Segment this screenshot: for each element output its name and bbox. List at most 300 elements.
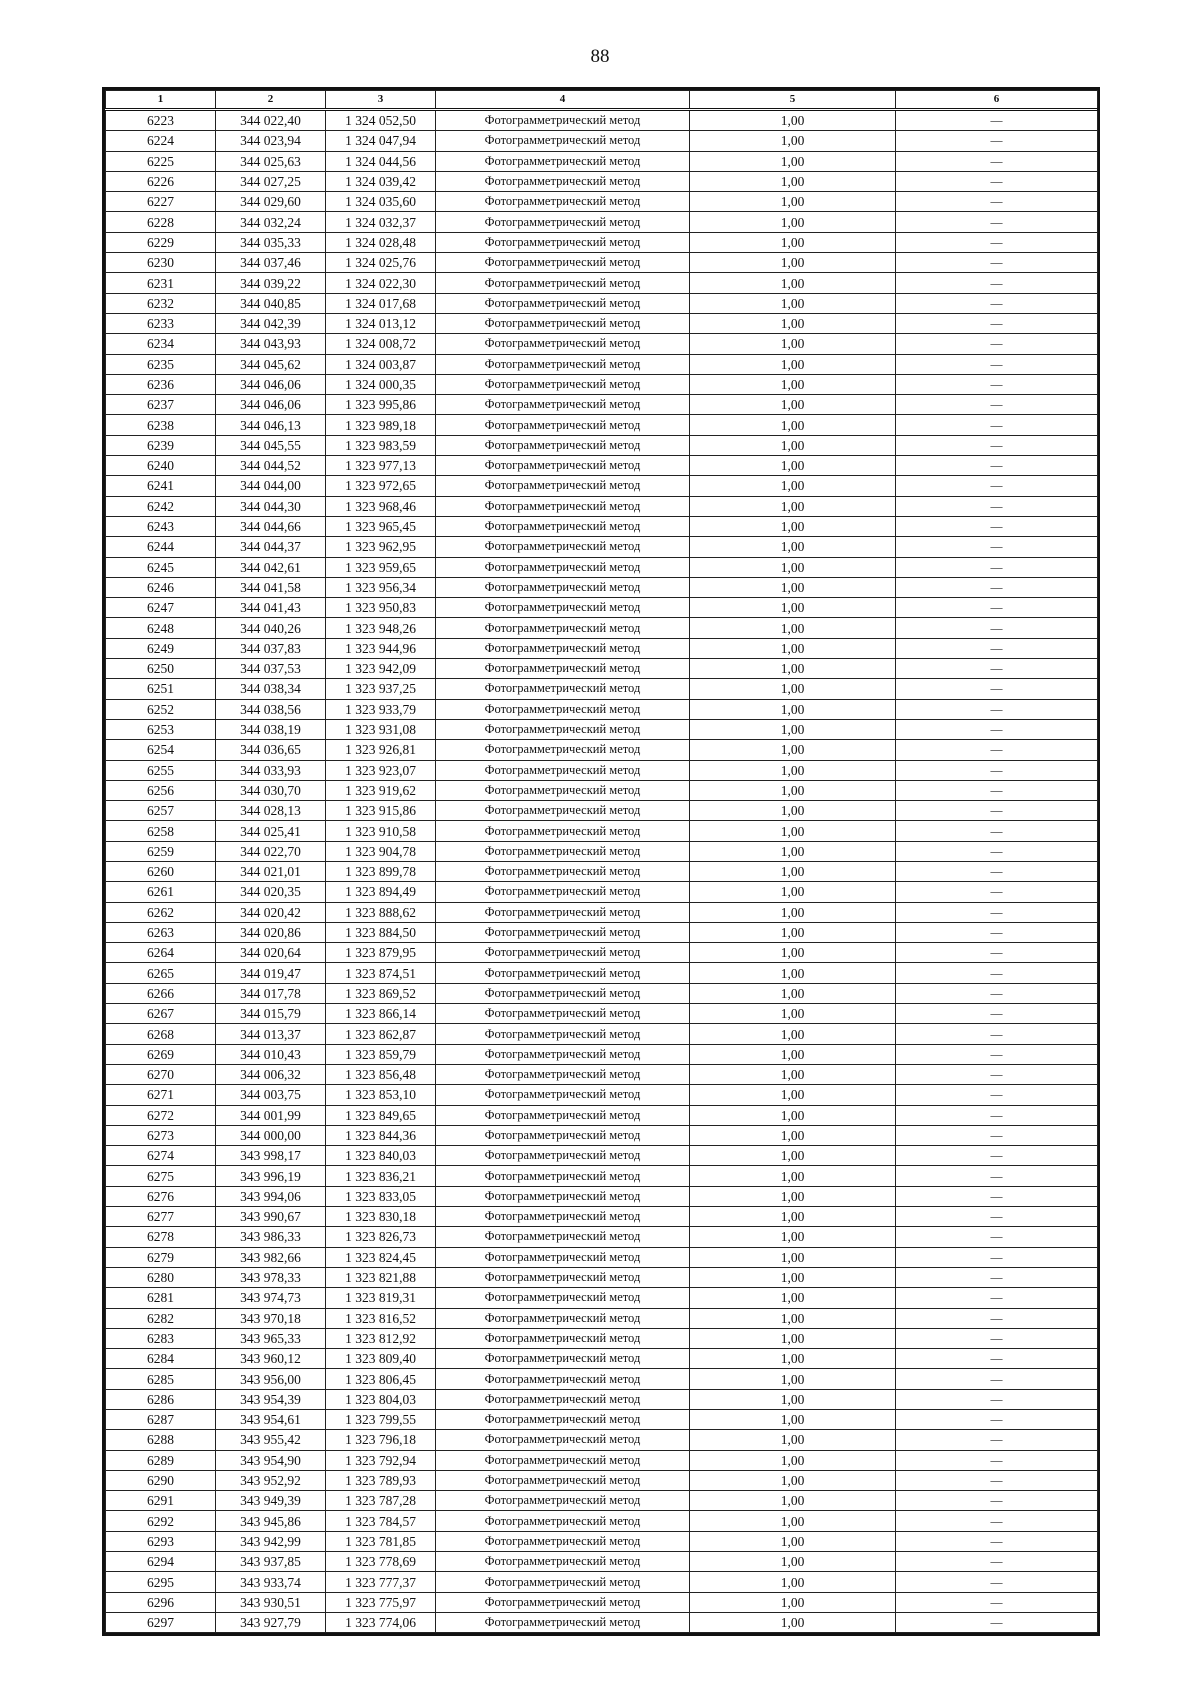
accuracy-cell: 1,00: [690, 253, 896, 273]
point-number-cell: 6275: [106, 1166, 216, 1186]
point-number-cell: 6267: [106, 1004, 216, 1024]
method-cell: Фотограмметрический метод: [436, 1227, 690, 1247]
point-number-cell: 6287: [106, 1410, 216, 1430]
accuracy-cell: 1,00: [690, 1450, 896, 1470]
method-cell: Фотограмметрический метод: [436, 1470, 690, 1490]
note-cell: —: [896, 273, 1098, 293]
method-cell: Фотограмметрический метод: [436, 354, 690, 374]
method-cell: Фотограмметрический метод: [436, 435, 690, 455]
table-row: [106, 841, 1098, 861]
note-cell: —: [896, 1024, 1098, 1044]
table-row: [106, 1267, 1098, 1287]
point-number-cell: 6293: [106, 1531, 216, 1551]
table-row: [106, 1572, 1098, 1592]
header-row: [106, 91, 1098, 110]
note-cell: —: [896, 1146, 1098, 1166]
y-coordinate-cell: 1 323 919,62: [326, 780, 436, 800]
table-row: [106, 740, 1098, 760]
table-row: [106, 1612, 1098, 1632]
table-row: [106, 1511, 1098, 1531]
method-cell: Фотограмметрический метод: [436, 212, 690, 232]
method-cell: Фотограмметрический метод: [436, 679, 690, 699]
accuracy-cell: 1,00: [690, 1349, 896, 1369]
table-row: [106, 1349, 1098, 1369]
table-row: [106, 963, 1098, 983]
y-coordinate-cell: 1 323 816,52: [326, 1308, 436, 1328]
method-cell: Фотограмметрический метод: [436, 740, 690, 760]
note-cell: —: [896, 963, 1098, 983]
x-coordinate-cell: 343 937,85: [216, 1552, 326, 1572]
y-coordinate-cell: 1 323 888,62: [326, 902, 436, 922]
table-row: [106, 557, 1098, 577]
table-row: [106, 821, 1098, 841]
method-cell: Фотограмметрический метод: [436, 1308, 690, 1328]
note-cell: —: [896, 1450, 1098, 1470]
note-cell: —: [896, 638, 1098, 658]
note-cell: —: [896, 801, 1098, 821]
y-coordinate-cell: 1 323 923,07: [326, 760, 436, 780]
table-row: [106, 1024, 1098, 1044]
note-cell: —: [896, 983, 1098, 1003]
note-cell: —: [896, 780, 1098, 800]
accuracy-cell: 1,00: [690, 1470, 896, 1490]
note-cell: —: [896, 1511, 1098, 1531]
table-row: [106, 476, 1098, 496]
table-row: [106, 293, 1098, 313]
note-cell: —: [896, 1531, 1098, 1551]
note-cell: —: [896, 1430, 1098, 1450]
x-coordinate-cell: 344 032,24: [216, 212, 326, 232]
y-coordinate-cell: 1 324 008,72: [326, 334, 436, 354]
method-cell: Фотограмметрический метод: [436, 922, 690, 942]
accuracy-cell: 1,00: [690, 1247, 896, 1267]
table-row: [106, 1247, 1098, 1267]
point-number-cell: 6232: [106, 293, 216, 313]
point-number-cell: 6292: [106, 1511, 216, 1531]
x-coordinate-cell: 344 044,66: [216, 516, 326, 536]
table-row: [106, 1410, 1098, 1430]
y-coordinate-cell: 1 323 819,31: [326, 1288, 436, 1308]
x-coordinate-cell: 343 965,33: [216, 1328, 326, 1348]
method-cell: Фотограмметрический метод: [436, 171, 690, 191]
y-coordinate-cell: 1 323 899,78: [326, 861, 436, 881]
note-cell: —: [896, 131, 1098, 151]
x-coordinate-cell: 343 955,42: [216, 1430, 326, 1450]
accuracy-cell: 1,00: [690, 192, 896, 212]
table-row: [106, 983, 1098, 1003]
x-coordinate-cell: 343 954,61: [216, 1410, 326, 1430]
accuracy-cell: 1,00: [690, 1389, 896, 1409]
y-coordinate-cell: 1 323 983,59: [326, 435, 436, 455]
x-coordinate-cell: 344 029,60: [216, 192, 326, 212]
point-number-cell: 6223: [106, 110, 216, 131]
point-number-cell: 6258: [106, 821, 216, 841]
x-coordinate-cell: 344 039,22: [216, 273, 326, 293]
point-number-cell: 6278: [106, 1227, 216, 1247]
method-cell: Фотограмметрический метод: [436, 1288, 690, 1308]
point-number-cell: 6250: [106, 659, 216, 679]
x-coordinate-cell: 343 930,51: [216, 1592, 326, 1612]
note-cell: —: [896, 1410, 1098, 1430]
y-coordinate-cell: 1 323 812,92: [326, 1328, 436, 1348]
accuracy-cell: 1,00: [690, 618, 896, 638]
accuracy-cell: 1,00: [690, 719, 896, 739]
y-coordinate-cell: 1 323 809,40: [326, 1349, 436, 1369]
y-coordinate-cell: 1 323 879,95: [326, 943, 436, 963]
note-cell: —: [896, 192, 1098, 212]
table-row: [106, 334, 1098, 354]
method-cell: Фотограмметрический метод: [436, 1430, 690, 1450]
y-coordinate-cell: 1 323 787,28: [326, 1491, 436, 1511]
y-coordinate-cell: 1 323 965,45: [326, 516, 436, 536]
accuracy-cell: 1,00: [690, 374, 896, 394]
accuracy-cell: 1,00: [690, 1064, 896, 1084]
point-number-cell: 6238: [106, 415, 216, 435]
x-coordinate-cell: 343 933,74: [216, 1572, 326, 1592]
x-coordinate-cell: 343 942,99: [216, 1531, 326, 1551]
method-cell: Фотограмметрический метод: [436, 902, 690, 922]
note-cell: —: [896, 1491, 1098, 1511]
table-row: [106, 496, 1098, 516]
point-number-cell: 6288: [106, 1430, 216, 1450]
note-cell: —: [896, 1389, 1098, 1409]
method-cell: Фотограмметрический метод: [436, 131, 690, 151]
accuracy-cell: 1,00: [690, 1085, 896, 1105]
method-cell: Фотограмметрический метод: [436, 1105, 690, 1125]
x-coordinate-cell: 343 978,33: [216, 1267, 326, 1287]
method-cell: Фотограмметрический метод: [436, 1369, 690, 1389]
point-number-cell: 6286: [106, 1389, 216, 1409]
note-cell: —: [896, 719, 1098, 739]
x-coordinate-cell: 343 982,66: [216, 1247, 326, 1267]
table-row: [106, 1531, 1098, 1551]
y-coordinate-cell: 1 324 032,37: [326, 212, 436, 232]
x-coordinate-cell: 343 927,79: [216, 1612, 326, 1632]
note-cell: —: [896, 1328, 1098, 1348]
point-number-cell: 6279: [106, 1247, 216, 1267]
note-cell: —: [896, 151, 1098, 171]
method-cell: Фотограмметрический метод: [436, 1572, 690, 1592]
method-cell: Фотограмметрический метод: [436, 1389, 690, 1409]
coordinates-table: [105, 90, 1098, 1633]
point-number-cell: 6253: [106, 719, 216, 739]
x-coordinate-cell: 344 020,35: [216, 882, 326, 902]
note-cell: —: [896, 821, 1098, 841]
table-row: [106, 679, 1098, 699]
table-row: [106, 253, 1098, 273]
table-header: [106, 91, 1098, 110]
table-row: [106, 1308, 1098, 1328]
y-coordinate-cell: 1 323 995,86: [326, 395, 436, 415]
point-number-cell: 6273: [106, 1125, 216, 1145]
note-cell: —: [896, 1064, 1098, 1084]
table-row: [106, 1430, 1098, 1450]
method-cell: Фотограмметрический метод: [436, 983, 690, 1003]
y-coordinate-cell: 1 323 910,58: [326, 821, 436, 841]
method-cell: Фотограмметрический метод: [436, 192, 690, 212]
table-body: [106, 110, 1098, 1633]
note-cell: —: [896, 476, 1098, 496]
table-row: [106, 801, 1098, 821]
accuracy-cell: 1,00: [690, 1227, 896, 1247]
point-number-cell: 6231: [106, 273, 216, 293]
x-coordinate-cell: 344 006,32: [216, 1064, 326, 1084]
table-row: [106, 1207, 1098, 1227]
x-coordinate-cell: 344 000,00: [216, 1125, 326, 1145]
point-number-cell: 6281: [106, 1288, 216, 1308]
point-number-cell: 6266: [106, 983, 216, 1003]
x-coordinate-cell: 344 045,55: [216, 435, 326, 455]
y-coordinate-cell: 1 323 989,18: [326, 415, 436, 435]
method-cell: Фотограмметрический метод: [436, 1044, 690, 1064]
method-cell: Фотограмметрический метод: [436, 1328, 690, 1348]
point-number-cell: 6249: [106, 638, 216, 658]
method-cell: Фотограмметрический метод: [436, 1612, 690, 1632]
y-coordinate-cell: 1 323 781,85: [326, 1531, 436, 1551]
accuracy-cell: 1,00: [690, 740, 896, 760]
y-coordinate-cell: 1 324 052,50: [326, 110, 436, 131]
table-row: [106, 1166, 1098, 1186]
method-cell: Фотограмметрический метод: [436, 1410, 690, 1430]
y-coordinate-cell: 1 323 804,03: [326, 1389, 436, 1409]
accuracy-cell: 1,00: [690, 1572, 896, 1592]
x-coordinate-cell: 344 045,62: [216, 354, 326, 374]
point-number-cell: 6262: [106, 902, 216, 922]
y-coordinate-cell: 1 324 003,87: [326, 354, 436, 374]
table-row: [106, 1389, 1098, 1409]
x-coordinate-cell: 343 952,92: [216, 1470, 326, 1490]
accuracy-cell: 1,00: [690, 1186, 896, 1206]
x-coordinate-cell: 344 028,13: [216, 801, 326, 821]
point-number-cell: 6236: [106, 374, 216, 394]
table-row: [106, 537, 1098, 557]
accuracy-cell: 1,00: [690, 334, 896, 354]
point-number-cell: 6244: [106, 537, 216, 557]
y-coordinate-cell: 1 323 977,13: [326, 456, 436, 476]
accuracy-cell: 1,00: [690, 983, 896, 1003]
accuracy-cell: 1,00: [690, 1491, 896, 1511]
method-cell: Фотограмметрический метод: [436, 374, 690, 394]
accuracy-cell: 1,00: [690, 1125, 896, 1145]
accuracy-cell: 1,00: [690, 577, 896, 597]
x-coordinate-cell: 344 043,93: [216, 334, 326, 354]
table-row: [106, 456, 1098, 476]
x-coordinate-cell: 344 025,41: [216, 821, 326, 841]
table-row: [106, 1491, 1098, 1511]
table-row: [106, 516, 1098, 536]
column-header-5: 5: [690, 91, 896, 110]
accuracy-cell: 1,00: [690, 456, 896, 476]
accuracy-cell: 1,00: [690, 1207, 896, 1227]
accuracy-cell: 1,00: [690, 659, 896, 679]
y-coordinate-cell: 1 324 000,35: [326, 374, 436, 394]
point-number-cell: 6265: [106, 963, 216, 983]
x-coordinate-cell: 343 990,67: [216, 1207, 326, 1227]
accuracy-cell: 1,00: [690, 354, 896, 374]
x-coordinate-cell: 343 994,06: [216, 1186, 326, 1206]
point-number-cell: 6280: [106, 1267, 216, 1287]
accuracy-cell: 1,00: [690, 171, 896, 191]
method-cell: Фотограмметрический метод: [436, 1247, 690, 1267]
x-coordinate-cell: 344 010,43: [216, 1044, 326, 1064]
accuracy-cell: 1,00: [690, 1612, 896, 1632]
method-cell: Фотограмметрический метод: [436, 151, 690, 171]
point-number-cell: 6226: [106, 171, 216, 191]
note-cell: —: [896, 1044, 1098, 1064]
note-cell: —: [896, 1470, 1098, 1490]
accuracy-cell: 1,00: [690, 760, 896, 780]
method-cell: Фотограмметрический метод: [436, 1166, 690, 1186]
table-row: [106, 598, 1098, 618]
x-coordinate-cell: 344 027,25: [216, 171, 326, 191]
method-cell: Фотограмметрический метод: [436, 1531, 690, 1551]
y-coordinate-cell: 1 323 844,36: [326, 1125, 436, 1145]
method-cell: Фотограмметрический метод: [436, 1552, 690, 1572]
y-coordinate-cell: 1 323 792,94: [326, 1450, 436, 1470]
table-row: [106, 577, 1098, 597]
accuracy-cell: 1,00: [690, 537, 896, 557]
note-cell: —: [896, 354, 1098, 374]
note-cell: —: [896, 293, 1098, 313]
y-coordinate-cell: 1 323 944,96: [326, 638, 436, 658]
note-cell: —: [896, 1166, 1098, 1186]
point-number-cell: 6290: [106, 1470, 216, 1490]
point-number-cell: 6257: [106, 801, 216, 821]
accuracy-cell: 1,00: [690, 821, 896, 841]
y-coordinate-cell: 1 323 856,48: [326, 1064, 436, 1084]
point-number-cell: 6229: [106, 232, 216, 252]
table-row: [106, 861, 1098, 881]
column-header-3: 3: [326, 91, 436, 110]
accuracy-cell: 1,00: [690, 922, 896, 942]
method-cell: Фотограмметрический метод: [436, 110, 690, 131]
method-cell: Фотограмметрический метод: [436, 1592, 690, 1612]
point-number-cell: 6282: [106, 1308, 216, 1328]
x-coordinate-cell: 344 040,85: [216, 293, 326, 313]
note-cell: —: [896, 374, 1098, 394]
accuracy-cell: 1,00: [690, 1024, 896, 1044]
method-cell: Фотограмметрический метод: [436, 334, 690, 354]
point-number-cell: 6245: [106, 557, 216, 577]
table-row: [106, 415, 1098, 435]
method-cell: Фотограмметрический метод: [436, 598, 690, 618]
method-cell: Фотограмметрический метод: [436, 659, 690, 679]
point-number-cell: 6277: [106, 1207, 216, 1227]
method-cell: Фотограмметрический метод: [436, 537, 690, 557]
x-coordinate-cell: 343 996,19: [216, 1166, 326, 1186]
table-row: [106, 1125, 1098, 1145]
note-cell: —: [896, 110, 1098, 131]
column-header-2: 2: [216, 91, 326, 110]
x-coordinate-cell: 344 015,79: [216, 1004, 326, 1024]
y-coordinate-cell: 1 323 796,18: [326, 1430, 436, 1450]
table-row: [106, 171, 1098, 191]
y-coordinate-cell: 1 323 806,45: [326, 1369, 436, 1389]
table-row: [106, 151, 1098, 171]
x-coordinate-cell: 343 986,33: [216, 1227, 326, 1247]
note-cell: —: [896, 496, 1098, 516]
point-number-cell: 6252: [106, 699, 216, 719]
y-coordinate-cell: 1 323 777,37: [326, 1572, 436, 1592]
x-coordinate-cell: 344 037,46: [216, 253, 326, 273]
point-number-cell: 6264: [106, 943, 216, 963]
point-number-cell: 6246: [106, 577, 216, 597]
point-number-cell: 6243: [106, 516, 216, 536]
method-cell: Фотограмметрический метод: [436, 963, 690, 983]
x-coordinate-cell: 344 033,93: [216, 760, 326, 780]
accuracy-cell: 1,00: [690, 902, 896, 922]
accuracy-cell: 1,00: [690, 212, 896, 232]
method-cell: Фотограмметрический метод: [436, 861, 690, 881]
note-cell: —: [896, 1369, 1098, 1389]
x-coordinate-cell: 343 954,39: [216, 1389, 326, 1409]
column-header-4: 4: [436, 91, 690, 110]
x-coordinate-cell: 344 041,43: [216, 598, 326, 618]
y-coordinate-cell: 1 323 853,10: [326, 1085, 436, 1105]
table-row: [106, 1044, 1098, 1064]
table-row: [106, 374, 1098, 394]
accuracy-cell: 1,00: [690, 1004, 896, 1024]
table-row: [106, 1085, 1098, 1105]
note-cell: —: [896, 598, 1098, 618]
method-cell: Фотограмметрический метод: [436, 1004, 690, 1024]
y-coordinate-cell: 1 323 774,06: [326, 1612, 436, 1632]
accuracy-cell: 1,00: [690, 699, 896, 719]
table-row: [106, 1470, 1098, 1490]
y-coordinate-cell: 1 323 959,65: [326, 557, 436, 577]
accuracy-cell: 1,00: [690, 1328, 896, 1348]
table-row: [106, 1105, 1098, 1125]
x-coordinate-cell: 343 945,86: [216, 1511, 326, 1531]
method-cell: Фотограмметрический метод: [436, 456, 690, 476]
accuracy-cell: 1,00: [690, 1308, 896, 1328]
point-number-cell: 6297: [106, 1612, 216, 1632]
x-coordinate-cell: 344 044,30: [216, 496, 326, 516]
y-coordinate-cell: 1 323 821,88: [326, 1267, 436, 1287]
note-cell: —: [896, 1572, 1098, 1592]
point-number-cell: 6270: [106, 1064, 216, 1084]
accuracy-cell: 1,00: [690, 963, 896, 983]
x-coordinate-cell: 344 035,33: [216, 232, 326, 252]
point-number-cell: 6225: [106, 151, 216, 171]
x-coordinate-cell: 344 044,00: [216, 476, 326, 496]
method-cell: Фотограмметрический метод: [436, 1491, 690, 1511]
note-cell: —: [896, 1085, 1098, 1105]
point-number-cell: 6269: [106, 1044, 216, 1064]
y-coordinate-cell: 1 323 784,57: [326, 1511, 436, 1531]
note-cell: —: [896, 212, 1098, 232]
x-coordinate-cell: 344 042,61: [216, 557, 326, 577]
method-cell: Фотограмметрический метод: [436, 293, 690, 313]
x-coordinate-cell: 344 020,86: [216, 922, 326, 942]
x-coordinate-cell: 344 038,56: [216, 699, 326, 719]
note-cell: —: [896, 537, 1098, 557]
table-row: [106, 1592, 1098, 1612]
accuracy-cell: 1,00: [690, 1430, 896, 1450]
x-coordinate-cell: 344 037,83: [216, 638, 326, 658]
accuracy-cell: 1,00: [690, 1592, 896, 1612]
method-cell: Фотограмметрический метод: [436, 415, 690, 435]
point-number-cell: 6260: [106, 861, 216, 881]
y-coordinate-cell: 1 323 972,65: [326, 476, 436, 496]
note-cell: —: [896, 922, 1098, 942]
x-coordinate-cell: 344 036,65: [216, 740, 326, 760]
table-row: [106, 313, 1098, 333]
note-cell: —: [896, 435, 1098, 455]
point-number-cell: 6295: [106, 1572, 216, 1592]
y-coordinate-cell: 1 324 044,56: [326, 151, 436, 171]
accuracy-cell: 1,00: [690, 293, 896, 313]
